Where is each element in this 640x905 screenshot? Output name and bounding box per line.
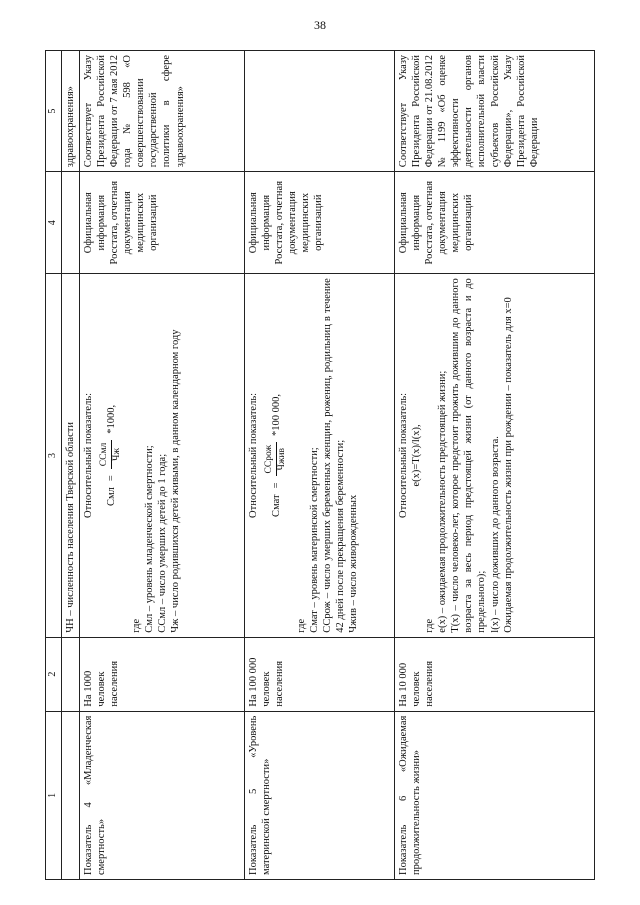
indicator-basis: Соответствует Указу Президента Российской Федерации от 7 мая 2012 года № 598 «О совершенствовании государственной политики в сфере здравоохранения»	[79, 51, 244, 172]
definition-line: Ожидаемая продолжительность жизни при рождении – показатель для x=0	[502, 297, 514, 633]
formula-lhs: Смат	[270, 494, 282, 517]
definition-line: ССрож – число умерших беременных женщин, рожениц, родильниц в течение 42 дней после прекращения беременности;	[321, 278, 346, 633]
formula-multiplier: *1000,	[105, 404, 117, 434]
formula-eq: =	[105, 475, 117, 482]
indicator-basis: Соответствует Указу Президента Российской Федерации от 21.08.2012 № 1199 «Об оценке эффективности деятельности органов исполнительной власти субъектов Российской Федерации», Указу Президента Российской Федерации	[394, 51, 594, 172]
formula	[264, 278, 289, 632]
table-row	[79, 51, 244, 880]
table-row	[244, 51, 394, 880]
formula-multiplier: *100 000,	[270, 393, 282, 436]
definition-line: Смл – уровень младенческой смертности;	[143, 445, 155, 633]
indicator-name: Показатель 4 «Младенческая смертность»	[79, 711, 244, 879]
indicator-unit: На 1000 человек населения	[79, 637, 244, 711]
continuation-reference: здравоохранения»	[61, 51, 79, 172]
indicator-unit: На 100 000 человек населения	[244, 637, 394, 711]
definition-line: T(x) – число человеко-лет, которое предстоит прожить дожившим до данного возраста за весь период предстоящей жизни (от данного возраста и до предельного);	[450, 278, 488, 633]
definition-line: e(x) – ожидаемая продолжительность предстоящей жизни;	[437, 370, 448, 633]
page-number: 38	[314, 18, 326, 32]
where-label: где	[295, 618, 307, 633]
indicator-name: Показатель 6 «Ожидаемая продолжительность жизни»	[394, 711, 594, 879]
header-col-4: 4	[46, 172, 62, 274]
table-row-continuation	[61, 51, 79, 880]
method-title: Относительный показатель:	[247, 392, 259, 518]
header-col-5: 5	[46, 51, 62, 172]
formula-denominator: Чж	[111, 448, 122, 461]
formula-lhs: Смл	[105, 487, 117, 507]
indicator-basis	[244, 51, 394, 172]
formula-numerator: ССмл	[99, 440, 112, 469]
indicator-method	[244, 274, 394, 637]
method-title: Относительный показатель:	[397, 392, 409, 518]
indicator-name: Показатель 5 «Уровень материнской смертности»	[244, 711, 394, 879]
header-col-3: 3	[46, 274, 62, 637]
formula	[99, 278, 124, 632]
table-row	[394, 51, 594, 880]
header-col-1: 1	[46, 711, 62, 879]
definition-line: l(x) – число доживших до данного возраста.	[489, 436, 501, 633]
where-label: где	[130, 618, 142, 633]
definition-line: Чжив – число живорожденных	[348, 494, 359, 633]
header-col-2: 2	[46, 637, 62, 711]
where-label: где	[423, 618, 435, 633]
indicator-source: Официальная информация Росстата, отчетная документация медицинских организаций	[79, 172, 244, 274]
method-title: Относительный показатель:	[82, 392, 94, 518]
indicator-method	[79, 274, 244, 637]
formula-text: e(x)=T(x)/l(x),	[410, 424, 422, 487]
definition-line: Чж – число родившихся детей живыми, в данном календарном году	[169, 329, 181, 633]
indicator-unit: На 10 000 человек населения	[394, 637, 594, 711]
formula-fraction	[99, 440, 124, 469]
indicator-table	[45, 50, 595, 880]
indicator-source: Официальная информация Росстата, отчетная документация медицинских организаций	[244, 172, 394, 274]
rotated-table-wrapper	[45, 20, 640, 875]
indicator-source: Официальная информация Росстата, отчетная документация медицинских организаций	[394, 172, 594, 274]
continuation-text: ЧН – численность населения Тверской области	[61, 274, 79, 637]
formula-numerator: ССрож	[264, 442, 277, 477]
definition-line: Смат – уровень материнской смертности;	[308, 447, 320, 633]
rotated-table-container	[45, 50, 585, 880]
formula-denominator: Чжив	[276, 448, 287, 471]
formula-eq: =	[270, 482, 282, 489]
formula-fraction	[264, 442, 289, 477]
definition-line: ССмл – число умерших детей до 1 года;	[156, 453, 168, 633]
indicator-method	[394, 274, 594, 637]
header-row	[46, 51, 62, 880]
